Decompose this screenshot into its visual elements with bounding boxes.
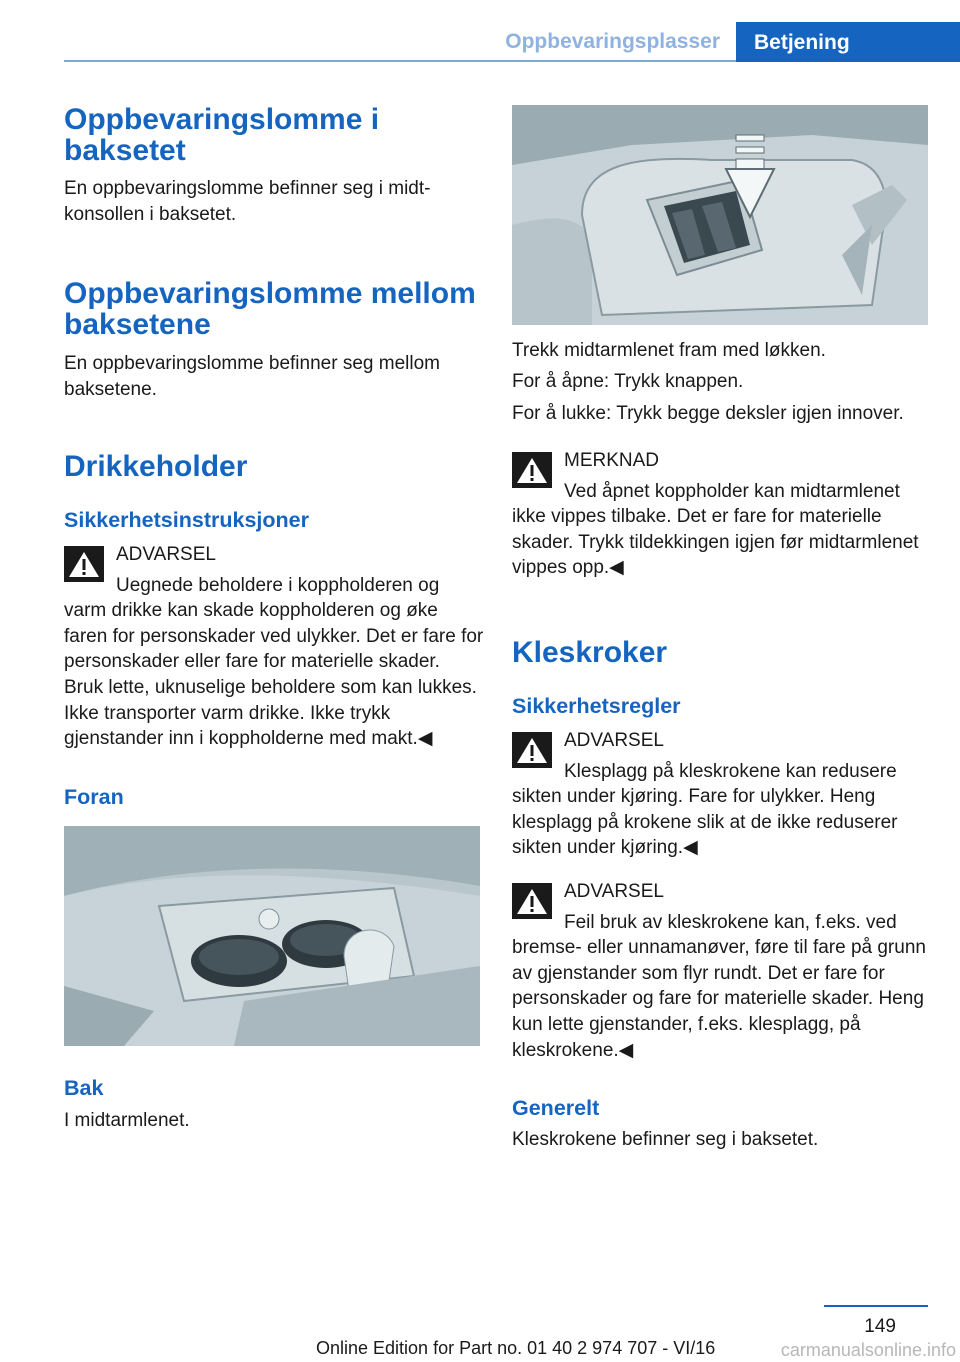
warning-hooks-misuse [512, 879, 932, 1063]
subheading-front: Foran [64, 785, 124, 809]
header-chapter-tab: Betjening [736, 22, 960, 62]
heading-drink-holder: Drikkeholder [64, 450, 248, 483]
text-pocket-rear-seat: En oppbevaringslomme befinner seg i midtkonsollen i baksetet. [64, 178, 431, 225]
front-cupholder-image [64, 826, 480, 1046]
header-section-title: Oppbevaringsplasser [505, 30, 720, 53]
rear-armrest-image [512, 105, 928, 325]
heading-coat-hooks: Kleskroker [512, 636, 668, 669]
note-text: Ved åpnet koppholder kan midtarmlenet ikke vippes tilbake. Det er fare for materielle skader. Trykk tildekkingen igjen før midtarmlenet vippes opp.◀ [512, 480, 919, 579]
warning-text: Feil bruk av kleskrokene kan, f.eks. ved bremse- eller unnamanøver, føre til fare på grunn av gjenstander som flyr rundt. Det er fare for personskader og fare for materielle skader. Heng kun lette gjenstander, f.eks. klesplagg, på kleskrokene.◀ [512, 911, 926, 1061]
footer-rule [824, 1305, 928, 1307]
warning-title: ADVARSEL [564, 881, 664, 902]
warning-title: ADVARSEL [116, 544, 216, 565]
warning-text: Klesplagg på kleskrokene kan redusere sikten under kjøring. Fare for ulykker. Heng klesplagg på krokene slik at de ikke reduserer sikten under kjøring.◀ [512, 760, 898, 859]
heading-pocket-between-seats: Oppbevaringslomme mellom baksetene [64, 277, 476, 341]
text-pull-armrest: Trekk midtarmlenet fram med løkken. [512, 340, 826, 361]
warning-icon [512, 452, 552, 488]
text-close: For å lukke: Trykk begge deksler igjen innover. [512, 403, 904, 424]
text-general: Kleskrokene befinner seg i baksetet. [512, 1129, 819, 1150]
note-armrest [512, 448, 932, 581]
warning-hooks-visibility [512, 728, 932, 861]
warning-icon [512, 883, 552, 919]
subheading-safety-rules: Sikkerhetsregler [512, 694, 681, 718]
watermark: carmanualsonline.info [780, 1340, 956, 1360]
warning-text: Uegnede beholdere i koppholderen og varm drikke kan skade koppholderen og øke faren for personskader ved ulykker. Det er fare for personskader eller fare for materielle skader. Bruk lette, uknuselige beholdere som kan lukkes. Ikke transporter varm drikke. Ikke trykk gjenstander inn i koppholderne med makt.◀ [64, 574, 484, 750]
warning-icon [64, 546, 104, 582]
warning-title: ADVARSEL [564, 730, 664, 751]
subheading-safety-instructions: Sikkerhetsinstruksjoner [64, 508, 309, 532]
heading-pocket-rear-seat: Oppbevaringslomme i baksetet [64, 103, 380, 167]
warning-drink-holder [64, 542, 484, 752]
text-rear: I midtarmlenet. [64, 1110, 190, 1131]
page-number: 149 [864, 1316, 896, 1337]
subheading-rear: Bak [64, 1076, 104, 1100]
subheading-general: Generelt [512, 1096, 600, 1120]
text-open: For å åpne: Trykk knappen. [512, 371, 744, 392]
warning-icon [512, 732, 552, 768]
note-title: MERKNAD [564, 450, 660, 471]
footer-edition: Online Edition for Part no. 01 40 2 974 707 - VI/16 [316, 1338, 716, 1358]
text-pocket-between-seats: En oppbevaringslomme befinner seg mellom baksetene. [64, 353, 440, 400]
